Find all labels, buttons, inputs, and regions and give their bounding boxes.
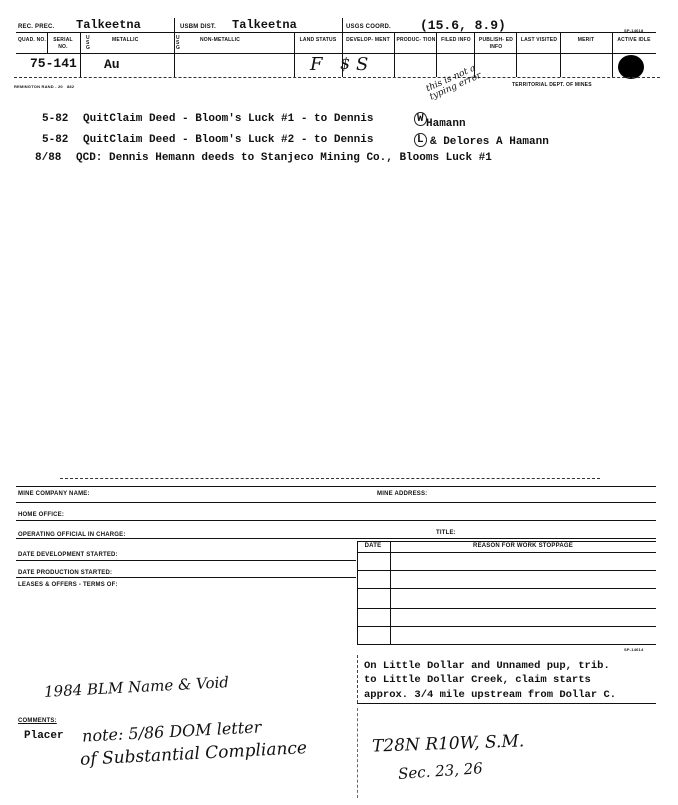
entry-text: QCD: Dennis Hemann deeds to Stanjeco Mining Co., Blooms Luck #1 bbox=[76, 152, 492, 164]
usgs-coord-value: (15.6, 8.9) bbox=[420, 18, 506, 33]
col-active-idle: ACTIVE IDLE bbox=[617, 37, 651, 43]
form-line bbox=[16, 538, 656, 539]
location-line-2: to Little Dollar Creek, claim starts bbox=[364, 674, 591, 686]
date-production-label: DATE PRODUCTION STARTED: bbox=[18, 570, 113, 576]
form-line bbox=[16, 560, 356, 561]
form-line bbox=[357, 626, 656, 627]
active-status-dot bbox=[618, 55, 644, 79]
form-line bbox=[357, 655, 358, 703]
col-serial-no: SERIAL NO. bbox=[53, 37, 73, 50]
form-number-top: SP-14618 bbox=[624, 28, 644, 33]
handwritten-annotation: this is not a typing error bbox=[424, 63, 483, 103]
mine-address-label: MINE ADDRESS: bbox=[377, 491, 428, 497]
quad-serial-value: 75-141 bbox=[30, 56, 77, 71]
col-land-status: LAND STATUS bbox=[299, 37, 337, 43]
entry-after: Hamann bbox=[426, 118, 466, 130]
entry-date: 5-82 bbox=[42, 113, 69, 125]
form-line bbox=[16, 502, 656, 503]
col-divider bbox=[516, 33, 517, 77]
footer-code: 882 bbox=[67, 84, 75, 89]
rec-prec-label: REC. PREC. bbox=[18, 24, 55, 30]
col-non-metallic: NON-METALLIC bbox=[200, 37, 241, 43]
form-line bbox=[357, 608, 656, 609]
usgs-coord-label: USGS COORD. bbox=[346, 24, 391, 30]
usbm-dist-label: USBM DIST. bbox=[180, 24, 217, 30]
mine-company-name-label: MINE COMPANY NAME: bbox=[18, 491, 90, 497]
form-line bbox=[357, 644, 656, 645]
col-divider bbox=[174, 18, 175, 77]
form-line bbox=[357, 541, 358, 645]
comments-value: Placer bbox=[24, 730, 64, 742]
stoppage-date-header: DATE bbox=[364, 543, 382, 549]
handwritten-note-line-2: of Substantial Compliance bbox=[79, 738, 308, 770]
handwritten-township: T28N R10W, S.M. bbox=[371, 731, 525, 757]
footer-left-mark: REMINGTON RAND - 20 bbox=[14, 84, 63, 89]
comments-label: COMMENTS: bbox=[18, 718, 57, 724]
handwritten-blm-note: 1984 BLM Name & Void bbox=[43, 673, 230, 701]
col-development: DEVELOP- MENT bbox=[346, 37, 390, 43]
usbm-dist-value: Talkeetna bbox=[232, 18, 297, 32]
entry-text: QuitClaim Deed - Bloom's Luck #2 - to Dennis bbox=[83, 134, 374, 146]
col-divider bbox=[47, 33, 48, 53]
col-production: PRODUC- TION bbox=[396, 37, 436, 43]
metallic-value: Au bbox=[104, 57, 120, 72]
col-divider bbox=[80, 33, 81, 77]
col-divider bbox=[294, 33, 295, 77]
leases-offers-label: LEASES & OFFERS - TERMS OF: bbox=[18, 582, 118, 588]
form-line bbox=[16, 577, 356, 578]
lower-dashed-rule bbox=[60, 478, 600, 479]
col-divider bbox=[436, 33, 437, 77]
col-divider bbox=[560, 33, 561, 77]
entry-date: 5-82 bbox=[42, 134, 69, 146]
form-line bbox=[357, 708, 358, 798]
form-number-bottom: SP-14614 bbox=[624, 647, 644, 652]
entry-date: 8/88 bbox=[35, 152, 62, 164]
operating-official-label: OPERATING OFFICIAL IN CHARGE: bbox=[18, 532, 126, 538]
footer-right-mark: TERRITORIAL DEPT. OF MINES bbox=[512, 82, 592, 88]
col-divider bbox=[612, 33, 613, 77]
col-filed-info: FILED INFO bbox=[441, 37, 471, 43]
form-line bbox=[357, 570, 656, 571]
form-line bbox=[357, 541, 656, 542]
form-line bbox=[16, 520, 656, 521]
form-line bbox=[357, 703, 656, 704]
development-value: S bbox=[356, 54, 369, 75]
form-line bbox=[357, 588, 656, 589]
col-usg-left: U S G bbox=[86, 35, 91, 51]
col-usg-right: U S G bbox=[176, 35, 181, 51]
row-dashed-rule bbox=[14, 77, 660, 78]
form-line bbox=[357, 552, 656, 553]
entry-initial-circled: L bbox=[414, 133, 427, 147]
form-line bbox=[390, 541, 391, 645]
entry-after: & Delores A Hamann bbox=[430, 136, 549, 148]
col-divider bbox=[394, 33, 395, 77]
entry-text: QuitClaim Deed - Bloom's Luck #1 - to Dennis bbox=[83, 113, 374, 125]
handwritten-sections: Sec. 23, 26 bbox=[397, 759, 484, 783]
location-line-1: On Little Dollar and Unnamed pup, trib. bbox=[364, 660, 610, 672]
stoppage-reason-header: REASON FOR WORK STOPPAGE bbox=[473, 543, 573, 549]
col-published-info: PUBLISH- ED INFO bbox=[478, 37, 514, 50]
title-label: TITLE: bbox=[436, 530, 456, 536]
home-office-label: HOME OFFICE: bbox=[18, 512, 65, 518]
col-last-visited: LAST VISITED bbox=[520, 37, 558, 43]
land-status-value: F bbox=[310, 54, 323, 75]
col-merit: MERIT bbox=[577, 37, 595, 43]
rec-prec-value: Talkeetna bbox=[76, 18, 141, 32]
col-quad-no: QUAD. NO. bbox=[17, 37, 47, 43]
handwritten-note-line-1: note: 5/86 DOM letter bbox=[81, 717, 262, 746]
entry-initial-circled: W bbox=[414, 112, 427, 126]
location-line-3: approx. 3/4 mile upstream from Dollar C. bbox=[364, 689, 617, 701]
lower-rule bbox=[16, 486, 656, 487]
col-metallic: METALLIC bbox=[112, 37, 139, 43]
development-prefix: $ bbox=[340, 54, 351, 73]
date-development-label: DATE DEVELOPMENT STARTED: bbox=[18, 552, 118, 558]
